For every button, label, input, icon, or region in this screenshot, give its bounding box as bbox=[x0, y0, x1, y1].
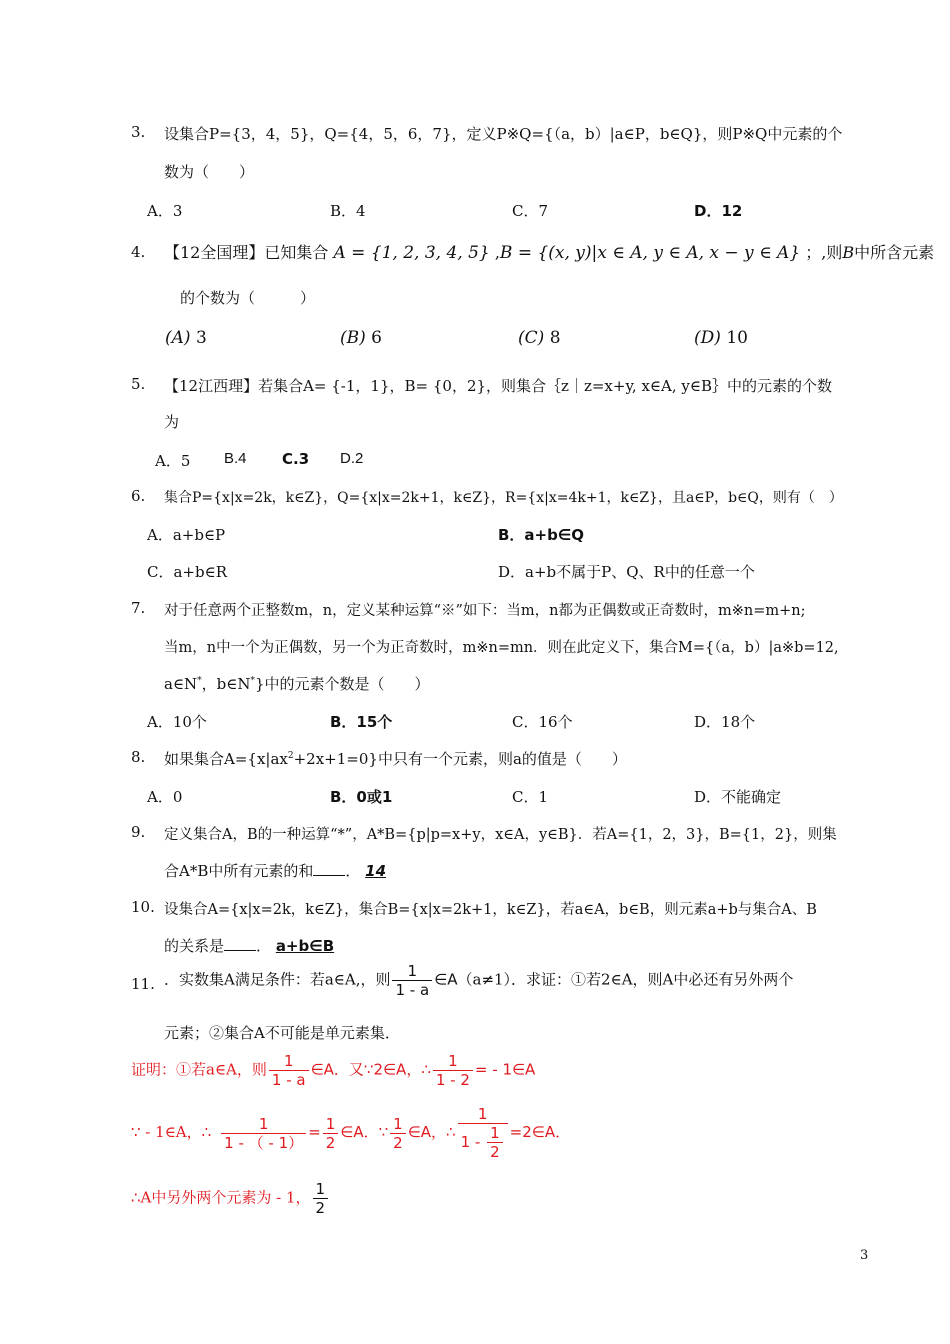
proof-fraction-3: $\frac{1}{1 - ( - 1)}$ bbox=[221, 1115, 306, 1152]
proof-line3: ∴A中另外两个元素为 - 1， $\frac{1}{2}$ bbox=[131, 1180, 330, 1217]
q4-number: 4. bbox=[131, 243, 146, 261]
proof-line2: ∵ - 1∈A，∴ $\frac{1}{1 - ( - 1)}$ = $\frac{1}{2}$ ∈A．∵ $\frac{1}{2}$ ∈A，∴ 1 1 - $\frac{1}{2}$ =2∈A． bbox=[131, 1105, 571, 1161]
q10-number: 10. bbox=[131, 898, 155, 916]
q6-option-a: A．a+b∈P bbox=[147, 526, 226, 544]
q4-tail: ；,则 bbox=[805, 243, 843, 262]
proof-fraction-7: $\frac{1}{2}$ bbox=[313, 1180, 329, 1217]
q10-stem-line1: 设集合A={x|x=2k，k∈Z}，集合B={x|x=2k+1，k∈Z}，若a∈A，b∈B，则元素a+b与集合A、B bbox=[164, 902, 817, 918]
page-number: 3 bbox=[860, 1248, 869, 1263]
q9-answer: 14 bbox=[365, 862, 387, 880]
q6-stem: 集合P={x|x=2k，k∈Z}，Q={x|x=2k+1，k∈Z}，R={x|x=4k+1，k∈Z}，且a∈P，b∈Q，则有（ ） bbox=[164, 490, 843, 506]
q4-tail2: 中所含元素 bbox=[854, 243, 935, 262]
q7-number: 7. bbox=[131, 599, 146, 617]
q8-option-c: C．1 bbox=[512, 788, 549, 806]
q5-option-a: A．5 bbox=[155, 452, 191, 470]
q7-stem-line3: a∈N*，b∈N*}中的元素个数是（ ） bbox=[164, 675, 430, 693]
q4-stem-line1: 【12全国理】已知集合 A = {1, 2, 3, 4, 5} ,B = {(x, y)|x ∈ A, y ∈ A, x − y ∈ A} ；,则B中所含元素 bbox=[164, 243, 935, 263]
q4-tail-b: B bbox=[842, 243, 855, 262]
q4-option-d: (D) 10 bbox=[694, 328, 748, 348]
proof-line1: 证明：①若a∈A，则 $\frac{1}{1 - a}$ ∈A．又∵2∈A，∴ $\frac{1}{1 - 2}$ = - 1∈A bbox=[131, 1052, 536, 1089]
proof-fraction-2: $\frac{1}{1 - 2}$ bbox=[433, 1052, 473, 1089]
q8-number: 8. bbox=[131, 748, 146, 766]
q4-option-a: (A) 3 bbox=[165, 328, 207, 348]
q9-number: 9. bbox=[131, 823, 146, 841]
q4-stem-line2: 的个数为（ ） bbox=[180, 289, 316, 307]
q11-fraction: $\frac{1}{1 - a}$ bbox=[392, 962, 432, 999]
q7-option-a: A．10个 bbox=[147, 713, 207, 731]
q5-stem-line1 bbox=[164, 375, 832, 396]
q5-option-c-answer: C.3 bbox=[282, 450, 310, 468]
q7-stem-line1: 对于任意两个正整数m，n，定义某种运算“※”如下：当m，n都为正偶数或正奇数时，m※n=m+n; bbox=[164, 603, 806, 619]
q3-option-c: C．7 bbox=[512, 202, 549, 220]
q5-stem-line2: 为 bbox=[164, 413, 180, 431]
q9-stem-line1: 定义集合A，B的一种运算“*”，A*B={p|p=x+y，x∈A，y∈B}．若A={1，2，3}，B={1，2}，则集 bbox=[164, 827, 837, 843]
q11-number: 11. bbox=[131, 975, 155, 993]
q4-set-a: A = {1, 2, 3, 4, 5} bbox=[333, 243, 490, 263]
q3-option-a: A．3 bbox=[147, 202, 183, 220]
q5-lead: 【12江西理】 bbox=[164, 377, 259, 395]
q11-stem-line1: ．实数集A满足条件：若a∈A,，则 $\frac{1}{1 - a}$ ∈A（a≠1）．求证：①若2∈A，则A中必还有另外两个 bbox=[164, 962, 794, 999]
q4-lead: 【12全国理】已知集合 bbox=[164, 243, 329, 262]
q3-stem-line2: 数为（ ） bbox=[164, 163, 255, 181]
q7-option-c: C．16个 bbox=[512, 713, 573, 731]
proof-fraction-4: $\frac{1}{2}$ bbox=[323, 1115, 339, 1152]
q5-number: 5. bbox=[131, 375, 146, 393]
q10-blank bbox=[224, 936, 256, 951]
q10-stem-line2: 的关系是 ． a+b∈B bbox=[164, 937, 335, 955]
q6-number: 6. bbox=[131, 487, 146, 505]
q5-option-d: D.2 bbox=[340, 450, 364, 467]
q4-option-c: (C) 8 bbox=[518, 328, 561, 348]
q6-option-c: C．a+b∈R bbox=[147, 563, 227, 581]
q9-blank bbox=[313, 861, 345, 876]
q7-option-b-answer: B．15个 bbox=[330, 713, 393, 731]
q10-answer: a+b∈B bbox=[275, 937, 335, 955]
proof-fraction-6: 1 1 - $\frac{1}{2}$ bbox=[458, 1105, 508, 1161]
q9-stem-line2: 合A*B中所有元素的和 ． 14 bbox=[164, 862, 387, 880]
q8-option-d: D．不能确定 bbox=[694, 788, 782, 806]
q3-option-b: B．4 bbox=[330, 202, 366, 220]
q4-set-b: B = {(x, y)|x ∈ A, y ∈ A, x − y ∈ A} bbox=[499, 243, 801, 263]
q6-option-d: D．a+b不属于P、Q、R中的任意一个 bbox=[498, 563, 755, 581]
proof-fraction-1: $\frac{1}{1 - a}$ bbox=[269, 1052, 309, 1089]
q3-stem-line1: 设集合P={3，4，5}，Q={4，5，6，7}，定义P※Q={（a，b）|a∈P，b∈Q}，则P※Q中元素的个 bbox=[164, 125, 843, 143]
q5-stem-text: 若集合A= {-1，1}，B= {0，2}，则集合｛z｜z=x+y, x∈A, y∈B｝中的元素的个数 bbox=[258, 377, 832, 395]
q8-option-a: A．0 bbox=[147, 788, 183, 806]
q6-option-b-answer: B．a+b∈Q bbox=[498, 526, 585, 544]
q3-number: 3. bbox=[131, 123, 146, 141]
q4-option-b: (B) 6 bbox=[340, 328, 382, 348]
q8-option-b-answer: B．0或1 bbox=[330, 788, 393, 806]
q3-option-d-answer: D．12 bbox=[694, 202, 743, 220]
q5-option-b: B.4 bbox=[224, 450, 247, 467]
q7-option-d: D．18个 bbox=[694, 713, 756, 731]
proof-fraction-5: $\frac{1}{2}$ bbox=[390, 1115, 406, 1152]
q11-stem-line2: 元素；②集合A不可能是单元素集． bbox=[164, 1024, 400, 1042]
q8-stem: 如果集合$A=\{x|ax^2+2x+1=0\}$中只有一个元素，则a的值是（ ） bbox=[164, 750, 627, 768]
q7-stem-line2: 当m，n中一个为正偶数，另一个为正奇数时，m※n=mn．则在此定义下，集合M={（a，b）|a※b=12, bbox=[164, 640, 839, 656]
